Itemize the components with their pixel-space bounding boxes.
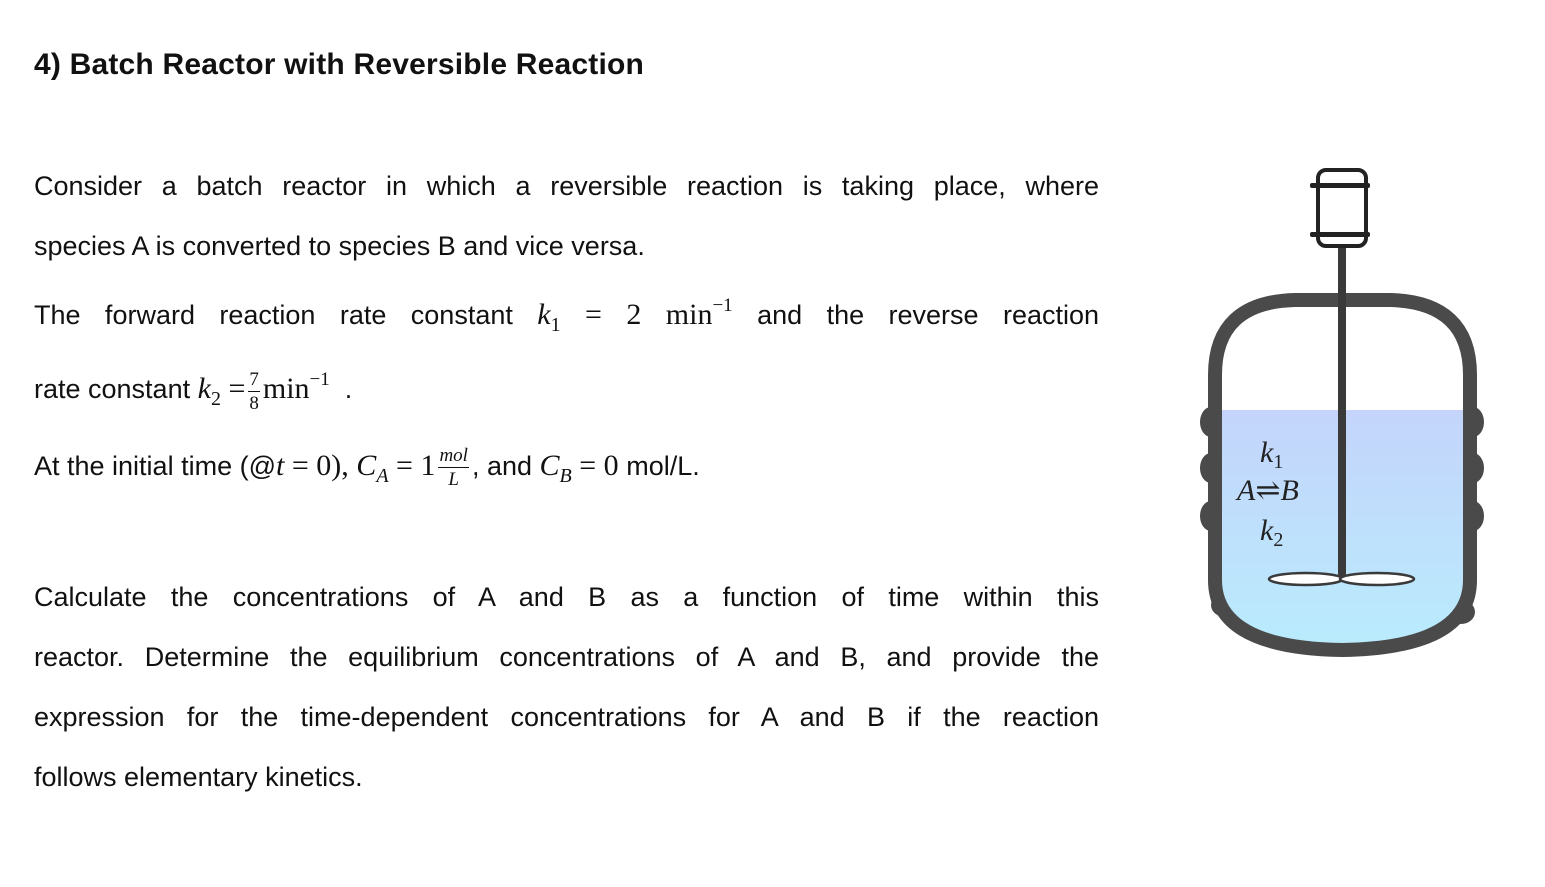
ca-unit-fraction <box>438 446 469 489</box>
k2-symbol: k <box>197 372 211 405</box>
ca-symbol: C <box>356 449 377 482</box>
k1-symbol: k <box>537 298 551 331</box>
ca-subscript: A <box>376 465 389 487</box>
k1-expression <box>537 295 733 336</box>
reverse-rate-text: and the reverse reaction <box>757 300 1100 330</box>
task-line-1: Calculate the concentrations of A and B as a function of time within this <box>34 582 1099 612</box>
rate-constants-line-1 <box>34 276 1099 355</box>
impeller-blade-right <box>1340 573 1414 585</box>
cb-subscript: B <box>559 465 572 487</box>
k2-subscript: 2 <box>210 388 221 410</box>
cb-symbol: C <box>539 449 560 482</box>
diagram-reaction-label: A⇌B <box>1237 474 1299 507</box>
k2-numerator: 7 <box>249 368 259 390</box>
intro-line-1: Consider a batch reactor in which a reversible reaction is taking place, where <box>34 171 1099 201</box>
impeller-blade-left <box>1269 573 1343 585</box>
ca-unit-denominator: L <box>448 469 459 491</box>
time-equals-zero: = 0), <box>291 449 349 482</box>
diagram-k1-label: $k_1$ <box>1260 436 1284 473</box>
time-symbol: t <box>276 449 285 482</box>
task-line-3: expression for the time-dependent concentrations for A and B if the reaction <box>34 702 1099 732</box>
page-title: 4) Batch Reactor with Reversible Reaction <box>34 48 645 81</box>
k1-equals: = <box>585 298 602 331</box>
cb-unit: mol/L. <box>626 451 700 481</box>
task-line-4: follows elementary kinetics. <box>34 762 363 792</box>
cb-value: = 0 <box>579 449 619 482</box>
k1-unit-exponent: −1 <box>712 295 733 316</box>
ca-unit-numerator: mol <box>439 445 468 467</box>
k1-subscript: 1 <box>550 314 561 336</box>
k2-expression <box>197 368 330 414</box>
k2-period: . <box>344 374 353 404</box>
k1-unit: min <box>665 298 713 331</box>
task-line-2: reactor. Determine the equilibrium concentrations of A and B, and provide the <box>34 642 1099 672</box>
diagram-k2-label: $k_2$ <box>1260 514 1284 551</box>
forward-rate-text: The forward reaction rate constant <box>34 300 513 330</box>
k2-equals: = <box>228 372 246 405</box>
motor-band-top <box>1310 183 1370 188</box>
ca-value: = 1 <box>396 449 436 482</box>
and-text: , and <box>471 451 533 481</box>
k2-unit-exponent: −1 <box>309 369 330 390</box>
batch-reactor-diagram <box>1185 160 1495 670</box>
ca-expression <box>356 449 436 487</box>
initial-conditions-line <box>34 436 1099 506</box>
agitator-shaft <box>1338 238 1346 578</box>
initial-time-text: At the initial time (@ <box>34 451 276 481</box>
cb-expression <box>539 449 619 487</box>
rate-constants-line-2 <box>34 350 1099 429</box>
motor-band-bottom <box>1310 232 1370 237</box>
k2-denominator: 8 <box>249 392 259 414</box>
rate-constant-label: rate constant <box>34 374 191 404</box>
k1-value: 2 <box>626 298 642 331</box>
k2-unit: min <box>262 372 310 405</box>
k2-fraction <box>248 370 260 413</box>
intro-line-2: species A is converted to species B and vice versa. <box>34 231 645 261</box>
